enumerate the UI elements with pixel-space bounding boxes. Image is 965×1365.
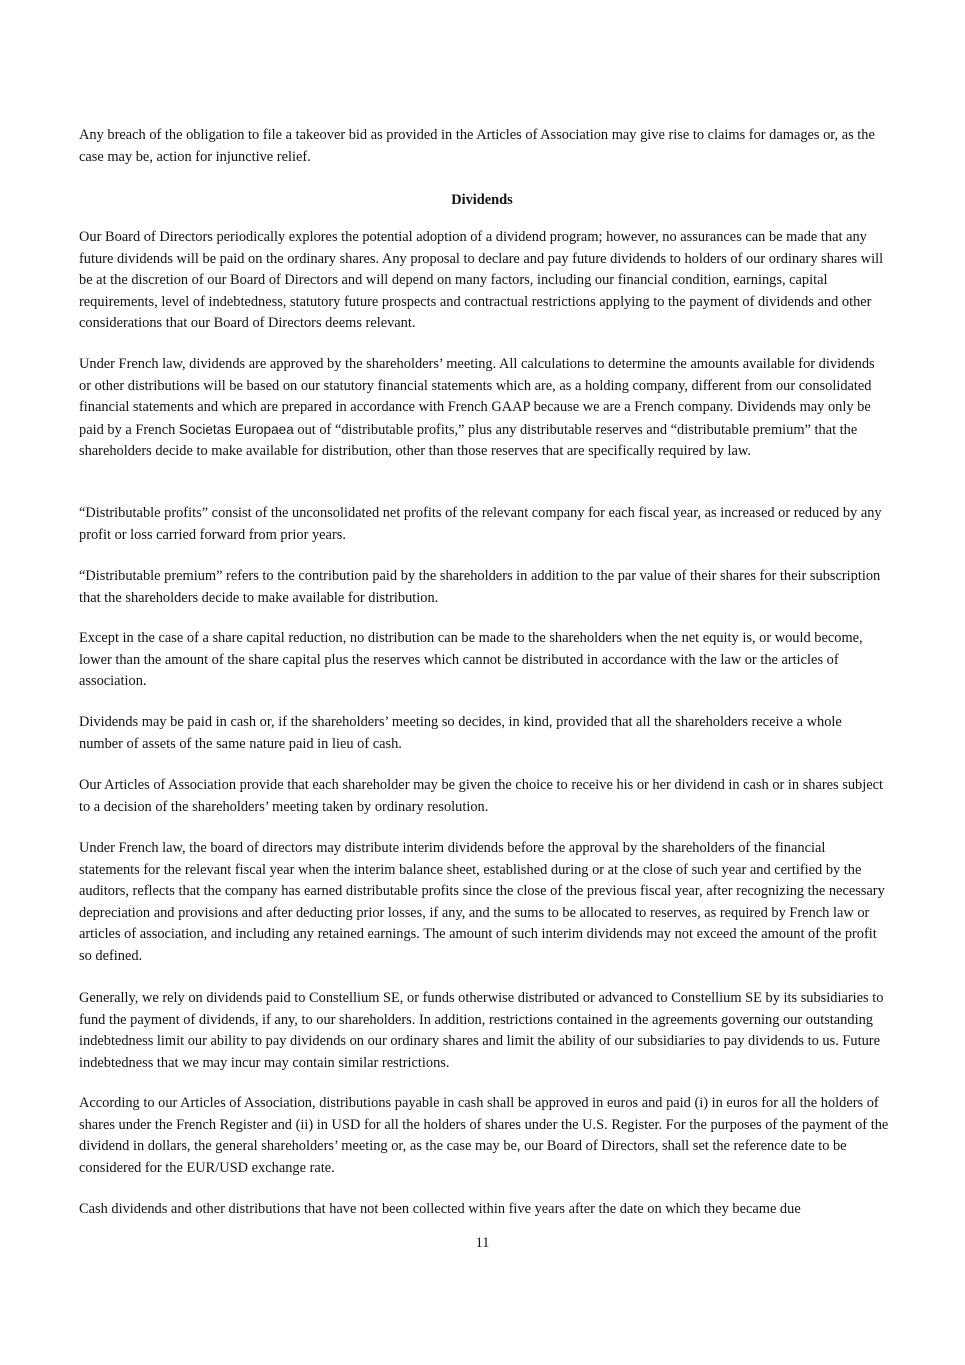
paragraph-dividend-choice: Our Articles of Association provide that each shareholder may be given the choice to receive his or her dividend in cash or in shares subject to a decision of the shareholders’ meeting taken by ordinary resolution.	[79, 777, 884, 815]
intro-paragraph: Any breach of the obligation to file a takeover bid as provided in the Articles of Association may give rise to claims for damages or, as the case may be, action for injunctive relief.	[79, 127, 875, 165]
paragraph-constellium-reliance: Generally, we rely on dividends paid to Constellium SE, or funds otherwise distributed or advanced to Constellium SE by its subsidiaries to fund the payment of dividends, if any, to our shareholders. In addition, restrictions contained in the agreements governing our outstanding indebtedness limit our ability to pay dividends on our ordinary shares and limit the ability of our subsidiaries to pay dividends to us. Future indebtedness that we may incur may contain similar restrictions.	[79, 990, 884, 1071]
paragraph-distributable-profits: “Distributable profits” consist of the unconsolidated net profits of the relevant company for each fiscal year, as increased or reduced by any profit or loss carried forward from prior years.	[79, 505, 882, 543]
paragraph-capital-reduction: Except in the case of a share capital reduction, no distribution can be made to the shareholders when the net equity is, or would become, lower than the amount of the share capital plus the reserves which cannot be distributed in accordance with the law or the articles of association.	[79, 630, 863, 690]
paragraph-dividend-program: Our Board of Directors periodically explores the potential adoption of a dividend program; however, no assurances can be made that any future dividends will be paid on the ordinary shares. Any proposal to declare and pay future dividends to holders of our ordinary shares will be at the discretion of our Board of Directors and will depend on many factors, including our financial condition, earnings, capital requirements, level of indebtedness, statutory future prospects and contractual restrictions applying to the payment of dividends and other considerations that our Board of Directors deems relevant.	[79, 229, 884, 332]
paragraph-text-before: Under French law, dividends are approved by the shareholders’ meeting. All calculations to determine the amounts available for dividends or other distributions will be based on our statutory financial statements which are, as a holding company, different from our consolidated financial statements and which are prepared in accordance with French GAAP because we are a French company. Dividends may only be paid by a French	[79, 356, 875, 438]
paragraph-french-law-dividends	[79, 354, 889, 463]
page-number: 11	[475, 1235, 490, 1251]
paragraph-currency-payments: According to our Articles of Association, distributions payable in cash shall be approved in euros and paid (i) in euros for all the holders of shares under the French Register and (ii) in USD for all the holders of shares under the U.S. Register. For the purposes of the payment of the dividend in dollars, the general shareholders’ meeting or, as the case may be, our Board of Directors, shall set the reference date to be considered for the EUR/USD exchange rate.	[79, 1095, 889, 1176]
societas-europaea-term: Societas Europaea	[178, 421, 294, 437]
paragraph-distributable-premium: “Distributable premium” refers to the contribution paid by the shareholders in addition to the par value of their shares for their subscription that the shareholders decide to make available for distribution.	[79, 568, 881, 606]
paragraph-uncollected-dividends: Cash dividends and other distributions that have not been collected within five years after the date on which they became due	[79, 1201, 801, 1217]
paragraph-interim-dividends: Under French law, the board of directors may distribute interim dividends before the approval by the shareholders of the financial statements for the relevant fiscal year when the interim balance sheet, established during or at the close of such year and certified by the auditors, reflects that the company has earned distributable profits since the close of the previous fiscal year, after recognizing the necessary depreciation and provisions and after deducting prior losses, if any, and the sums to be allocated to reserves, as required by French law or articles of association, and including any retained earnings. The amount of such interim dividends may not exceed the amount of the profit so defined.	[79, 840, 885, 964]
section-heading: Dividends	[451, 192, 513, 208]
paragraph-text-after: out of “distributable profits,” plus any distributable reserves and “distributable premium” that the shareholders decide to make available for distribution, other than those reserves that are specifically required by law.	[79, 421, 858, 460]
paragraph-dividends-in-kind: Dividends may be paid in cash or, if the shareholders’ meeting so decides, in kind, provided that all the shareholders receive a whole number of assets of the same nature paid in lieu of cash.	[79, 714, 842, 752]
